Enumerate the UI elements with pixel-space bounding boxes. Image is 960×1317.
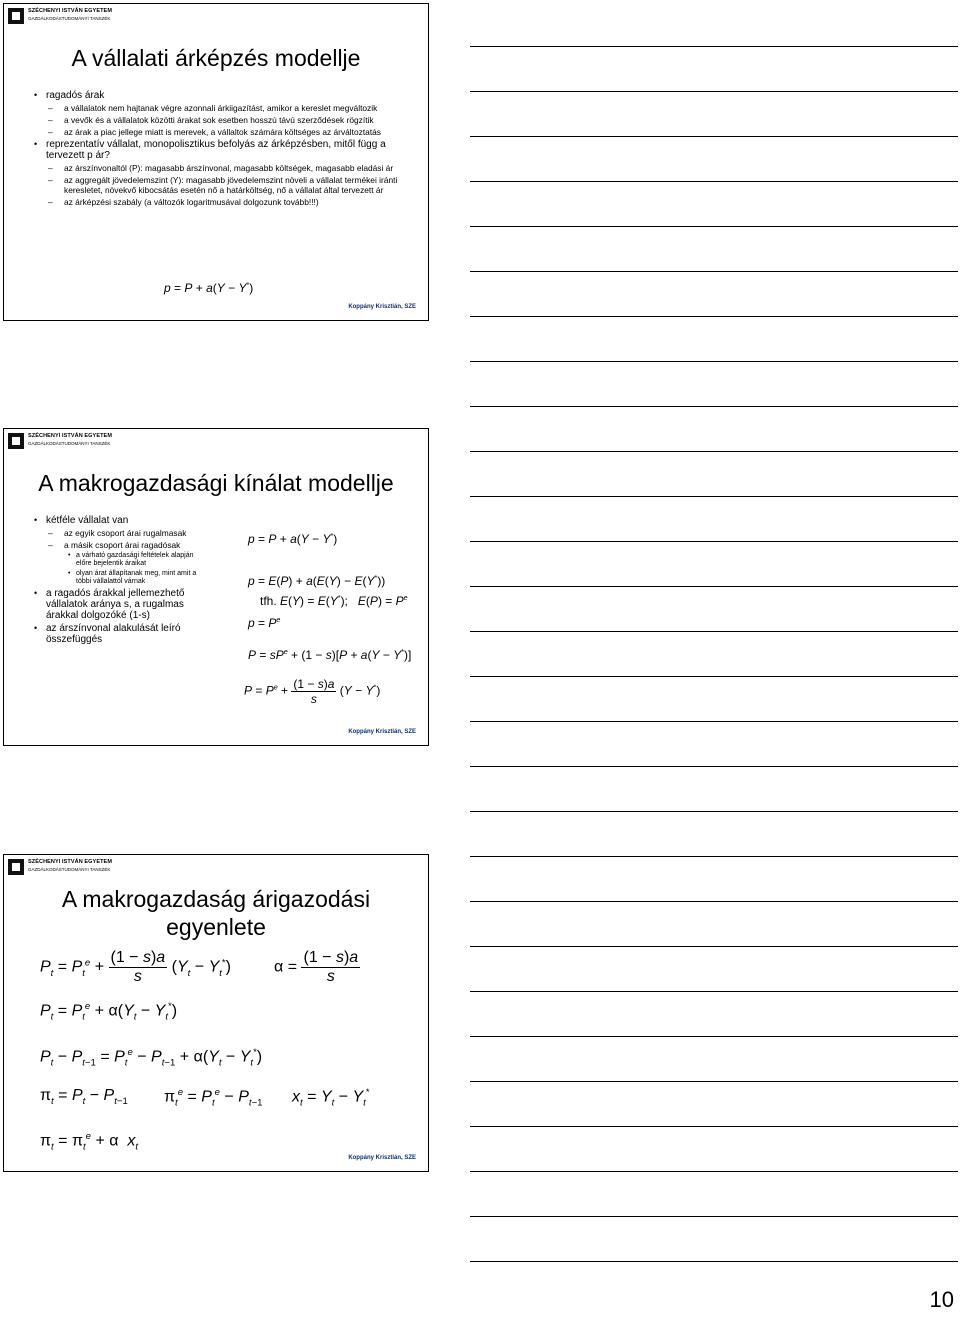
note-line: [470, 451, 958, 452]
note-line: [470, 586, 958, 587]
formula-assumption: tfh. E(Y) = E(Y*); $E(P) = P^e$: [260, 593, 408, 608]
page-number: 10: [929, 1287, 954, 1312]
bullet-item: • kétféle vállalat van: [32, 515, 200, 526]
note-line: [470, 1216, 958, 1217]
formula-price-rule: p = P + a(Y − Y*): [248, 531, 338, 546]
formula-inflation: $\pi_t = P_t - P_{t-1}$: [40, 1087, 128, 1108]
formula-alpha: α = $\frac{(1 - s)a}{s}$: [274, 949, 359, 985]
slide-2: [3, 428, 429, 746]
sub-bullet-item: – a vállalatok nem hajtanak végre azonnali árkiigazítást, amikor a kereslet megváltozik: [32, 103, 420, 113]
note-line: [470, 226, 958, 227]
sub-bullet-item: – a vevők és a vállalatok közötti árakat sok esetben hosszú távú szerződések rögzítik: [32, 115, 420, 125]
bullet-item: • reprezentatív vállalat, monopolisztikus befolyás az árképzésben, mitől függ a tervezett p ár?: [32, 139, 420, 161]
note-line: [470, 496, 958, 497]
note-line: [470, 856, 958, 857]
price-rule-formula: p = P + a(Y − Y*): [164, 280, 254, 295]
note-line: [470, 91, 958, 92]
university-logo-icon: [8, 859, 24, 875]
note-line: [470, 1171, 958, 1172]
note-line: [470, 271, 958, 272]
formula-expected-inflation: $\pi_t^e = P_t^e - P_{t-1}$: [164, 1087, 263, 1109]
department-name: GAZDÁLKODÁSTUDOMÁNYI TANSZÉK: [28, 867, 111, 872]
slide-title: A makrogazdaság árigazodási egyenlete: [61, 886, 371, 940]
bullet-item: • az árszínvonal alakulását leíró összefüggés: [32, 623, 200, 645]
sub-bullet-item: – az árképzési szabály (a változók logaritmusával dolgozunk tovább!!!): [32, 197, 420, 207]
note-line: [470, 1081, 958, 1082]
slide-3: [3, 854, 429, 1172]
sub-sub-bullet-item: • olyan árat állapítanak meg, mint amit a többi vállalattól várnak: [32, 570, 200, 586]
note-line: [470, 46, 958, 47]
note-line: [470, 721, 958, 722]
formula-phillips: $\pi_t = \pi_t^e + \alpha$ $x_t$: [40, 1131, 139, 1153]
note-line: [470, 901, 958, 902]
note-line: [470, 766, 958, 767]
formula-price-level-solved: $P = P^e$ + $\frac{(1 - s)a}{s}$ (Y − Y*): [244, 677, 381, 706]
slide-header: [8, 433, 208, 453]
formula-expected-price: p = E(P) + a(E(Y) − E(Y*)): [248, 573, 386, 588]
sub-bullet-item: – az árszínvonaltól (P): magasabb árszínvonal, magasabb költségek, magasabb eladási ár: [32, 163, 420, 173]
formula-difference: $P_t - P_{t-1} = P_t^e - P_{t-1} + \alpha(Y_t - Y_t^*)$: [40, 1047, 263, 1069]
formula-p-equals-pe: $p = P^e$: [248, 615, 281, 630]
sub-bullet-item: – az aggregált jövedelemszint (Y): magasabb jövedelemszint növeli a vállalat termékei iránti keresletet, növekvő kibocsátás esetén nő a határköltség, nő a vállalat által tervezett ár: [32, 175, 420, 195]
note-line: [470, 1261, 958, 1262]
note-line: [470, 631, 958, 632]
slide-1: [3, 3, 429, 321]
bullet-item: • a ragadós árakkal jellemezhető vállalatok aránya s, a rugalmas árakkal dolgozóké (1-s): [32, 588, 200, 621]
note-line: [470, 991, 958, 992]
note-line: [470, 811, 958, 812]
note-line: [470, 946, 958, 947]
note-line: [470, 541, 958, 542]
slide-content: [32, 515, 200, 647]
formula-adjustment: $P_t = P_t^e$ + $\frac{(1 - s)a}{s}$ $(Y_t - Y_t^*)$: [40, 949, 231, 985]
note-line: [470, 181, 958, 182]
formula-output-gap: $x_t = Y_t - Y_t^*$: [292, 1087, 370, 1109]
slide-header: [8, 8, 208, 28]
university-name: SZÉCHENYI ISTVÁN EGYETEM: [28, 8, 112, 14]
university-logo-icon: [8, 433, 24, 449]
note-line: [470, 676, 958, 677]
slide-header: [8, 859, 208, 879]
note-line: [470, 136, 958, 137]
footer-credit: Koppány Krisztián, SZE: [348, 1155, 416, 1161]
formula-adjustment-alpha: $P_t = P_t^e + \alpha(Y_t - Y_t^*)$: [40, 1001, 178, 1023]
sub-sub-bullet-item: • a várható gazdasági feltételek alapján előre bejelentik áraikat: [32, 552, 200, 568]
note-line: [470, 406, 958, 407]
slide-title: A vállalati árképzés modellje: [71, 45, 361, 71]
department-name: GAZDÁLKODÁSTUDOMÁNYI TANSZÉK: [28, 441, 111, 446]
note-line: [470, 361, 958, 362]
department-name: GAZDÁLKODÁSTUDOMÁNYI TANSZÉK: [28, 16, 111, 21]
bullet-item: • ragadós árak: [32, 90, 420, 101]
university-logo-icon: [8, 8, 24, 24]
note-line: [470, 1036, 958, 1037]
footer-credit: Koppány Krisztián, SZE: [348, 729, 416, 735]
note-line: [470, 316, 958, 317]
formula-price-level: $P = sP^e + (1 - s)[P + a(Y - Y^*)]$: [248, 647, 412, 662]
sub-bullet-item: – a másik csoport árai ragadósak: [32, 540, 200, 550]
note-line: [470, 1126, 958, 1127]
sub-bullet-item: – az egyik csoport árai rugalmasak: [32, 528, 200, 538]
footer-credit: Koppány Krisztián, SZE: [348, 304, 416, 310]
slide-content: [32, 90, 420, 209]
slide-title: A makrogazdasági kínálat modellje: [38, 470, 394, 496]
university-name: SZÉCHENYI ISTVÁN EGYETEM: [28, 433, 112, 439]
university-name: SZÉCHENYI ISTVÁN EGYETEM: [28, 859, 112, 865]
sub-bullet-item: – az árak a piac jellege miatt is merevek, a vállaltok számára költséges az árváltoztatás: [32, 127, 420, 137]
